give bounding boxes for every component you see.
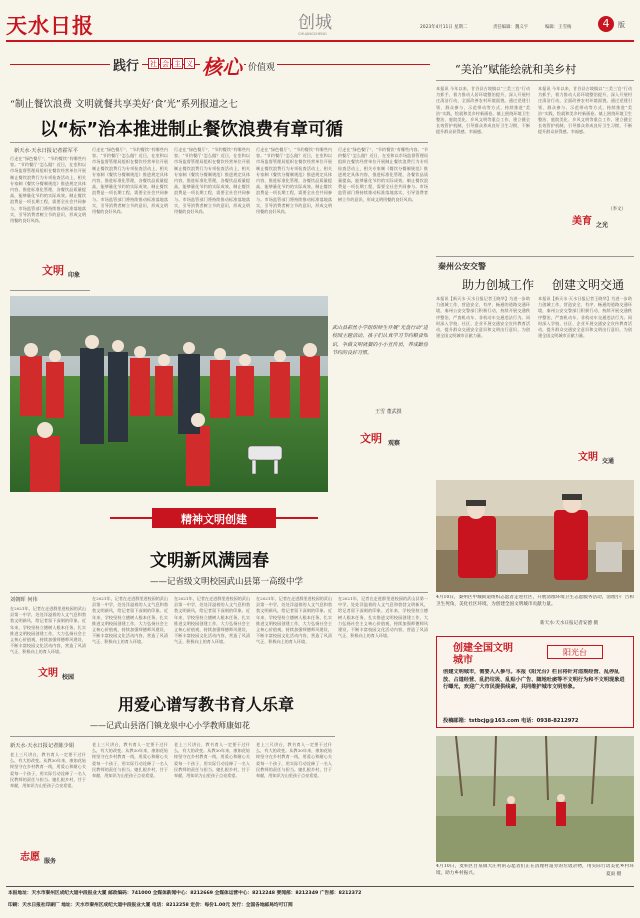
right-photo xyxy=(436,480,634,592)
footer-line-1: 本报地址：天水市秦州区成纪大道中段报业大厦 邮政编码：741000 全媒体新闻中心：8212669 全媒体运营中心：8212248 要闻部：8212349 广告部：8212372 xyxy=(8,891,362,896)
page-number-badge: 4 xyxy=(598,16,614,32)
jingshen-body-col5: 在2021年，记者在走进群里进校园的武山县第一中学，处处洋溢着的人文气息和勃勃文明新风，给记者留下深刻的印象。近年来，学校坚持立德树人根本任务，扎实推进文明校园创建工作，大力弘扬社会主义核心价值观，持续加强师德师风建设，不断丰富校园文化活动内容，营造了风清气正、积极向上的育人环境。 xyxy=(338,596,428,639)
lead-photo-image xyxy=(10,296,328,492)
bottom-photo-caption: 4月10日，麦积区甘泉镇大庄村的志愿者们正在清理村道旁的垃圾杂物，用实际行动美化乡村环境，助力乡村振兴。 xyxy=(436,864,634,876)
lead-body-col2: 行走在“绿色餐厅”、“节约餐饮”有哪些内容。“节约餐厅”怎么做？近日，在室和以市场监督管理局组织在餐饮经营单位开展制止餐饮浪费行为专项检查活动上，相关专家制《餐饮分餐制规范》推进规定具体内容，推进标准化管理，各餐饮品质量提高，能够量化节约的实际成效。制止餐饮浪费是一项长期工程，需要全社会共同参与。市场监管部门将持续推动标准落地落实，引导消费者树立节约意识，形成文明用餐的良好风尚。 xyxy=(92,147,168,215)
jingshen-body-col4: 在2021年，记者在走进群里进校园的武山县第一中学，处处洋溢着的人文气息和勃勃文明新风，给记者留下深刻的印象。近年来，学校坚持立德树人根本任务，扎实推进文明校园创建工作，大力弘扬社会主义核心价值观，持续加强师德师风建设，不断丰富校园文化活动内容，营造了风清气正、积极向上的育人环境。 xyxy=(256,596,332,645)
bottom-photo-credit: 夏雨 摄 xyxy=(606,872,622,877)
qinzhou-body-col1: 本报讯【新天水·天水日报记者王晓华】为进一步助力创城工作，营造安全、有序、畅通的道路交通环境，秦州公安交警部门积极行动，持续开展交通秩序整治，严查机动车、非机动车交通违法行为。同时深入学校、社区、企业开展交通安全宣传教育活动，提升群众交通安全意识和文明出行意识，为创建全国文明城市贡献力量。 xyxy=(436,296,530,339)
qinzhou-headline-left: 助力创城工作 xyxy=(462,278,535,292)
banner-chip: 践行 xyxy=(110,55,142,74)
jingshen-label: 精神文明创建 xyxy=(181,513,247,526)
second-body-col2: 老上三尺讲台，教书育人一定要干过什么，有大的改变。从教30年来，康如花始终坚守在乡村教育一线，用爱心和耐心关爱每一个孩子，用实际行动诠释了一名人民教师的责任与担当。她扎根乡村，甘于奉献，用知识为山里孩子点亮希望。 xyxy=(92,742,168,779)
designer: 编辑：王雪梅 xyxy=(545,25,572,30)
qinzhou-label: 秦州公安交警 xyxy=(438,262,486,271)
footer-rule xyxy=(6,886,634,887)
page-label: 版 xyxy=(618,21,625,29)
guancha-stamp: 文明 观察 xyxy=(360,432,401,447)
banner-big: 核心 xyxy=(200,51,244,80)
issue-date: 2023年4月11日 星期二 xyxy=(420,25,468,30)
banner-box-1: 社 xyxy=(150,60,157,68)
second-sub: ——记武山县洛门镇龙泉中心小学教师康如花 xyxy=(90,721,250,730)
lead-headline: 以“标”治本推进制止餐饮浪费有章可循 xyxy=(40,120,344,140)
sunshine-label: 阳光台 xyxy=(563,648,587,657)
banner-value: 价值观 xyxy=(246,60,277,73)
meiyu-stamp: 美育 之光 xyxy=(572,216,609,229)
poem-body-col1: 本报讯 今年以来，甘谷县古坡镇以“三美三宜”行动为抓手，着力推动人居环境整治提升，深入开展村庄清洁行动，全面改善农村环境面貌。通过党建引领、群众参与、示范带动等方式，持续推进“美治”实践，绘就和美乡村新画卷。镇上围绕环境卫生整治、庭院美化、乡风文明等重点工作，建立健全长效管护机制，引导群众养成良好卫生习惯，不断提升群众获得感、幸福感。 xyxy=(436,86,530,135)
qianyan-stamp: 志愿 服务 xyxy=(20,852,57,865)
lead-body-col3: 行走在“绿色餐厅”、“节约餐饮”有哪些内容。“节约餐厅”怎么做？近日，在室和以市场监督管理局组织在餐饮经营单位开展制止餐饮浪费行为专项检查活动上，相关专家制《餐饮分餐制规范》推进规定具体内容，推进标准化管理，各餐饮品质量提高，能够量化节约的实际成效。制止餐饮浪费是一项长期工程，需要全社会共同参与。市场监管部门将持续推动标准落地落实，引导消费者树立节约意识，形成文明用餐的良好风尚。 xyxy=(174,147,250,215)
right-photo-caption: 4月10日，秦州区中城街道组织志愿者走进社区，开展清理环境卫生志愿服务活动，清理小广告和卫生死角，美化社区环境，为创建全国文明城市贡献力量。 xyxy=(436,595,634,607)
section-subtitle: CHUANGCHENG xyxy=(298,32,327,36)
core-values-banner xyxy=(10,50,430,78)
tiaoxin-stamp: 文明 校园 xyxy=(38,668,75,681)
bottom-photo xyxy=(436,736,634,862)
lead-body-col1: 行走在“绿色餐厅”、“节约餐饮”有哪些内容。“节约餐厅”怎么做？近日，在室和以市场监督管理局组织在餐饮经营单位开展制止餐饮浪费行为专项检查活动上，相关专家制《餐饮分餐制规范》推进规定具体内容，推进标准化管理，各餐饮品质量提高，能够量化节约的实际成效。制止餐饮浪费是一项长期工程，需要全社会共同参与。市场监管部门将持续推动标准落地落实，引导消费者树立节约意识，形成文明用餐的良好风尚。 xyxy=(10,156,86,224)
sunshine-contact: 投稿邮箱：tstbcjg@163.com 电话：0938-8212972 xyxy=(443,718,579,724)
lead-caption: 武山县彩丝小学组织师生开展“光盘行动”进校园主题活动，孩子们认真学习节约粮食知识，争做文明就餐的小小宣传员，养成勤俭节约的良好习惯。 xyxy=(332,325,428,357)
banner-box-4: 义 xyxy=(186,60,193,68)
jingshen-body-col2: 在2021年，记者在走进群里进校园的武山县第一中学，处处洋溢着的人文气息和勃勃文明新风，给记者留下深刻的印象。近年来，学校坚持立德树人根本任务，扎实推进文明校园创建工作，大力弘扬社会主义核心价值观，持续加强师德师风建设，不断丰富校园文化活动内容，营造了风清气正、积极向上的育人环境。 xyxy=(92,596,168,645)
sunshine-body: 创建文明城市，需要人人参与。本报《阳光台》栏目将针对违规经营、乱停乱放、占道经营、乱扔垃圾、乱贴小广告、随地吐痰等不文明行为和不文明现象进行曝光，欢迎广大市民提供线索，共同维护城市文明形象。 xyxy=(443,669,625,691)
jingshen-sub: ——记省级文明校园武山县第一高级中学 xyxy=(150,577,304,587)
jingshen-body-col3: 在2021年，记者在走进群里进校园的武山县第一中学，处处洋溢着的人文气息和勃勃文明新风，给记者留下深刻的印象。近年来，学校坚持立德树人根本任务，扎实推进文明校园创建工作，大力弘扬社会主义核心价值观，持续加强师德师风建设，不断丰富校园文化活动内容，营造了风清气正、积极向上的育人环境。 xyxy=(174,596,250,645)
sunshine-heading: 创建全国文明城市 xyxy=(453,643,513,666)
jiaotong-stamp: 文明 交通 xyxy=(578,452,615,465)
section-title: 创城 xyxy=(298,13,332,33)
lead-body-col5: 行走在“绿色餐厅”、“节约餐饮”有哪些内容。“节约餐厅”怎么做？近日，在室和以市场监督管理局组织在餐饮经营单位开展制止餐饮浪费行为专项检查活动上，相关专家制《餐饮分餐制规范》推进规定具体内容，推进标准化管理，各餐饮品质量提高，能够量化节约的实际成效。制止餐饮浪费是一项长期工程，需要全社会共同参与。市场监管部门将持续推动标准落地落实，引导消费者树立节约意识，形成文明用餐的良好风尚。 xyxy=(338,147,428,202)
lead-byline: 新天水·天水日报记者霍军平 xyxy=(14,148,78,154)
lead-photo xyxy=(10,296,328,492)
lead-body-col4: 行走在“绿色餐厅”、“节约餐饮”有哪些内容。“节约餐厅”怎么做？近日，在室和以市场监督管理局组织在餐饮经营单位开展制止餐饮浪费行为专项检查活动上，相关专家制《餐饮分餐制规范》推进规定具体内容，推进标准化管理，各餐饮品质量提高，能够量化节约的实际成效。制止餐饮浪费是一项长期工程，需要全社会共同参与。市场监管部门将持续推动标准落地落实，引导消费者树立节约意识，形成文明用餐的良好风尚。 xyxy=(256,147,332,215)
banner-box-2: 会 xyxy=(162,60,169,68)
footer-line-2: 印刷：天水日报社印刷厂 地址：天水市秦州区成纪大道中段报业大厦 电话：8212258 定价：每份1.00元 发行：全国各地邮局均可订阅 xyxy=(8,903,293,908)
wenming-stamp: 文明 印象 xyxy=(42,264,81,279)
banner-box-3: 主 xyxy=(174,60,181,68)
newspaper-name: 天水日报 xyxy=(6,13,94,38)
poem-headline: “美治”赋能绘就和美乡村 xyxy=(455,63,577,76)
second-body-col3: 老上三尺讲台，教书育人一定要干过什么，有大的改变。从教30年来，康如花始终坚守在乡村教育一线，用爱心和耐心关爱每一个孩子，用实际行动诠释了一名人民教师的责任与担当。她扎根乡村，甘于奉献，用知识为山里孩子点亮希望。 xyxy=(174,742,250,779)
lead-photo-credit: 王雪 董武摄 xyxy=(375,409,402,415)
second-body-col1: 老上三尺讲台，教书育人一定要干过什么，有大的改变。从教30年来，康如花始终坚守在乡村教育一线，用爱心和耐心关爱每一个孩子，用实际行动诠释了一名人民教师的责任与担当。她扎根乡村，甘于奉献，用知识为山里孩子点亮希望。 xyxy=(10,752,86,789)
right-photo-image xyxy=(436,480,634,592)
sunshine-label-box xyxy=(547,645,603,659)
jingshen-headline: 文明新风满园春 xyxy=(150,551,269,571)
editor: 责任编辑：魏义宇 xyxy=(493,25,529,30)
qinzhou-body-col2: 本报讯【新天水·天水日报记者王晓华】为进一步助力创城工作，营造安全、有序、畅通的道路交通环境，秦州公安交警部门积极行动，持续开展交通秩序整治，严查机动车、非机动车交通违法行为。同时深入学校、社区、企业开展交通安全宣传教育活动，提升群众交通安全意识和文明出行意识，为创建全国文明城市贡献力量。 xyxy=(538,296,632,339)
poem-credit: （李文） xyxy=(608,207,626,212)
right-photo-credit: 新天水·天水日报记者安德 摄 xyxy=(540,621,599,626)
jingshen-banner xyxy=(110,508,318,528)
poem-body-col2: 本报讯 今年以来，甘谷县古坡镇以“三美三宜”行动为抓手，着力推动人居环境整治提升，深入开展村庄清洁行动，全面改善农村环境面貌。通过党建引领、群众参与、示范带动等方式，持续推进“美治”实践，绘就和美乡村新画卷。镇上围绕环境卫生整治、庭院美化、乡风文明等重点工作，建立健全长效管护机制，引导群众养成良好卫生习惯，不断提升群众获得感、幸福感。 xyxy=(538,86,632,135)
masthead xyxy=(0,0,640,48)
masthead-rule xyxy=(6,40,634,42)
qinzhou-headline-right: 创建文明交通 xyxy=(552,278,625,292)
second-headline: 用爱心谱写教书育人乐章 xyxy=(118,695,295,714)
second-byline: 新天水·天水日报记者陈少娟 xyxy=(10,743,74,749)
bottom-photo-image xyxy=(436,736,634,862)
jingshen-byline: 刘朝晖 何伟 xyxy=(10,597,38,603)
lead-kicker: “制止餐饮浪费 文明就餐共享美好‘食’光”系列报道之七 xyxy=(10,99,238,110)
second-body-col4: 老上三尺讲台，教书育人一定要干过什么，有大的改变。从教30年来，康如花始终坚守在乡村教育一线，用爱心和耐心关爱每一个孩子，用实际行动诠释了一名人民教师的责任与担当。她扎根乡村，甘于奉献，用知识为山里孩子点亮希望。 xyxy=(256,742,332,779)
jingshen-body-col1: 在2021年，记者在走进群里进校园的武山县第一中学，处处洋溢着的人文气息和勃勃文明新风，给记者留下深刻的印象。近年来，学校坚持立德树人根本任务，扎实推进文明校园创建工作，大力弘扬社会主义核心价值观，持续加强师德师风建设，不断丰富校园文化活动内容，营造了风清气正、积极向上的育人环境。 xyxy=(10,606,86,655)
sunshine-box xyxy=(436,636,634,728)
